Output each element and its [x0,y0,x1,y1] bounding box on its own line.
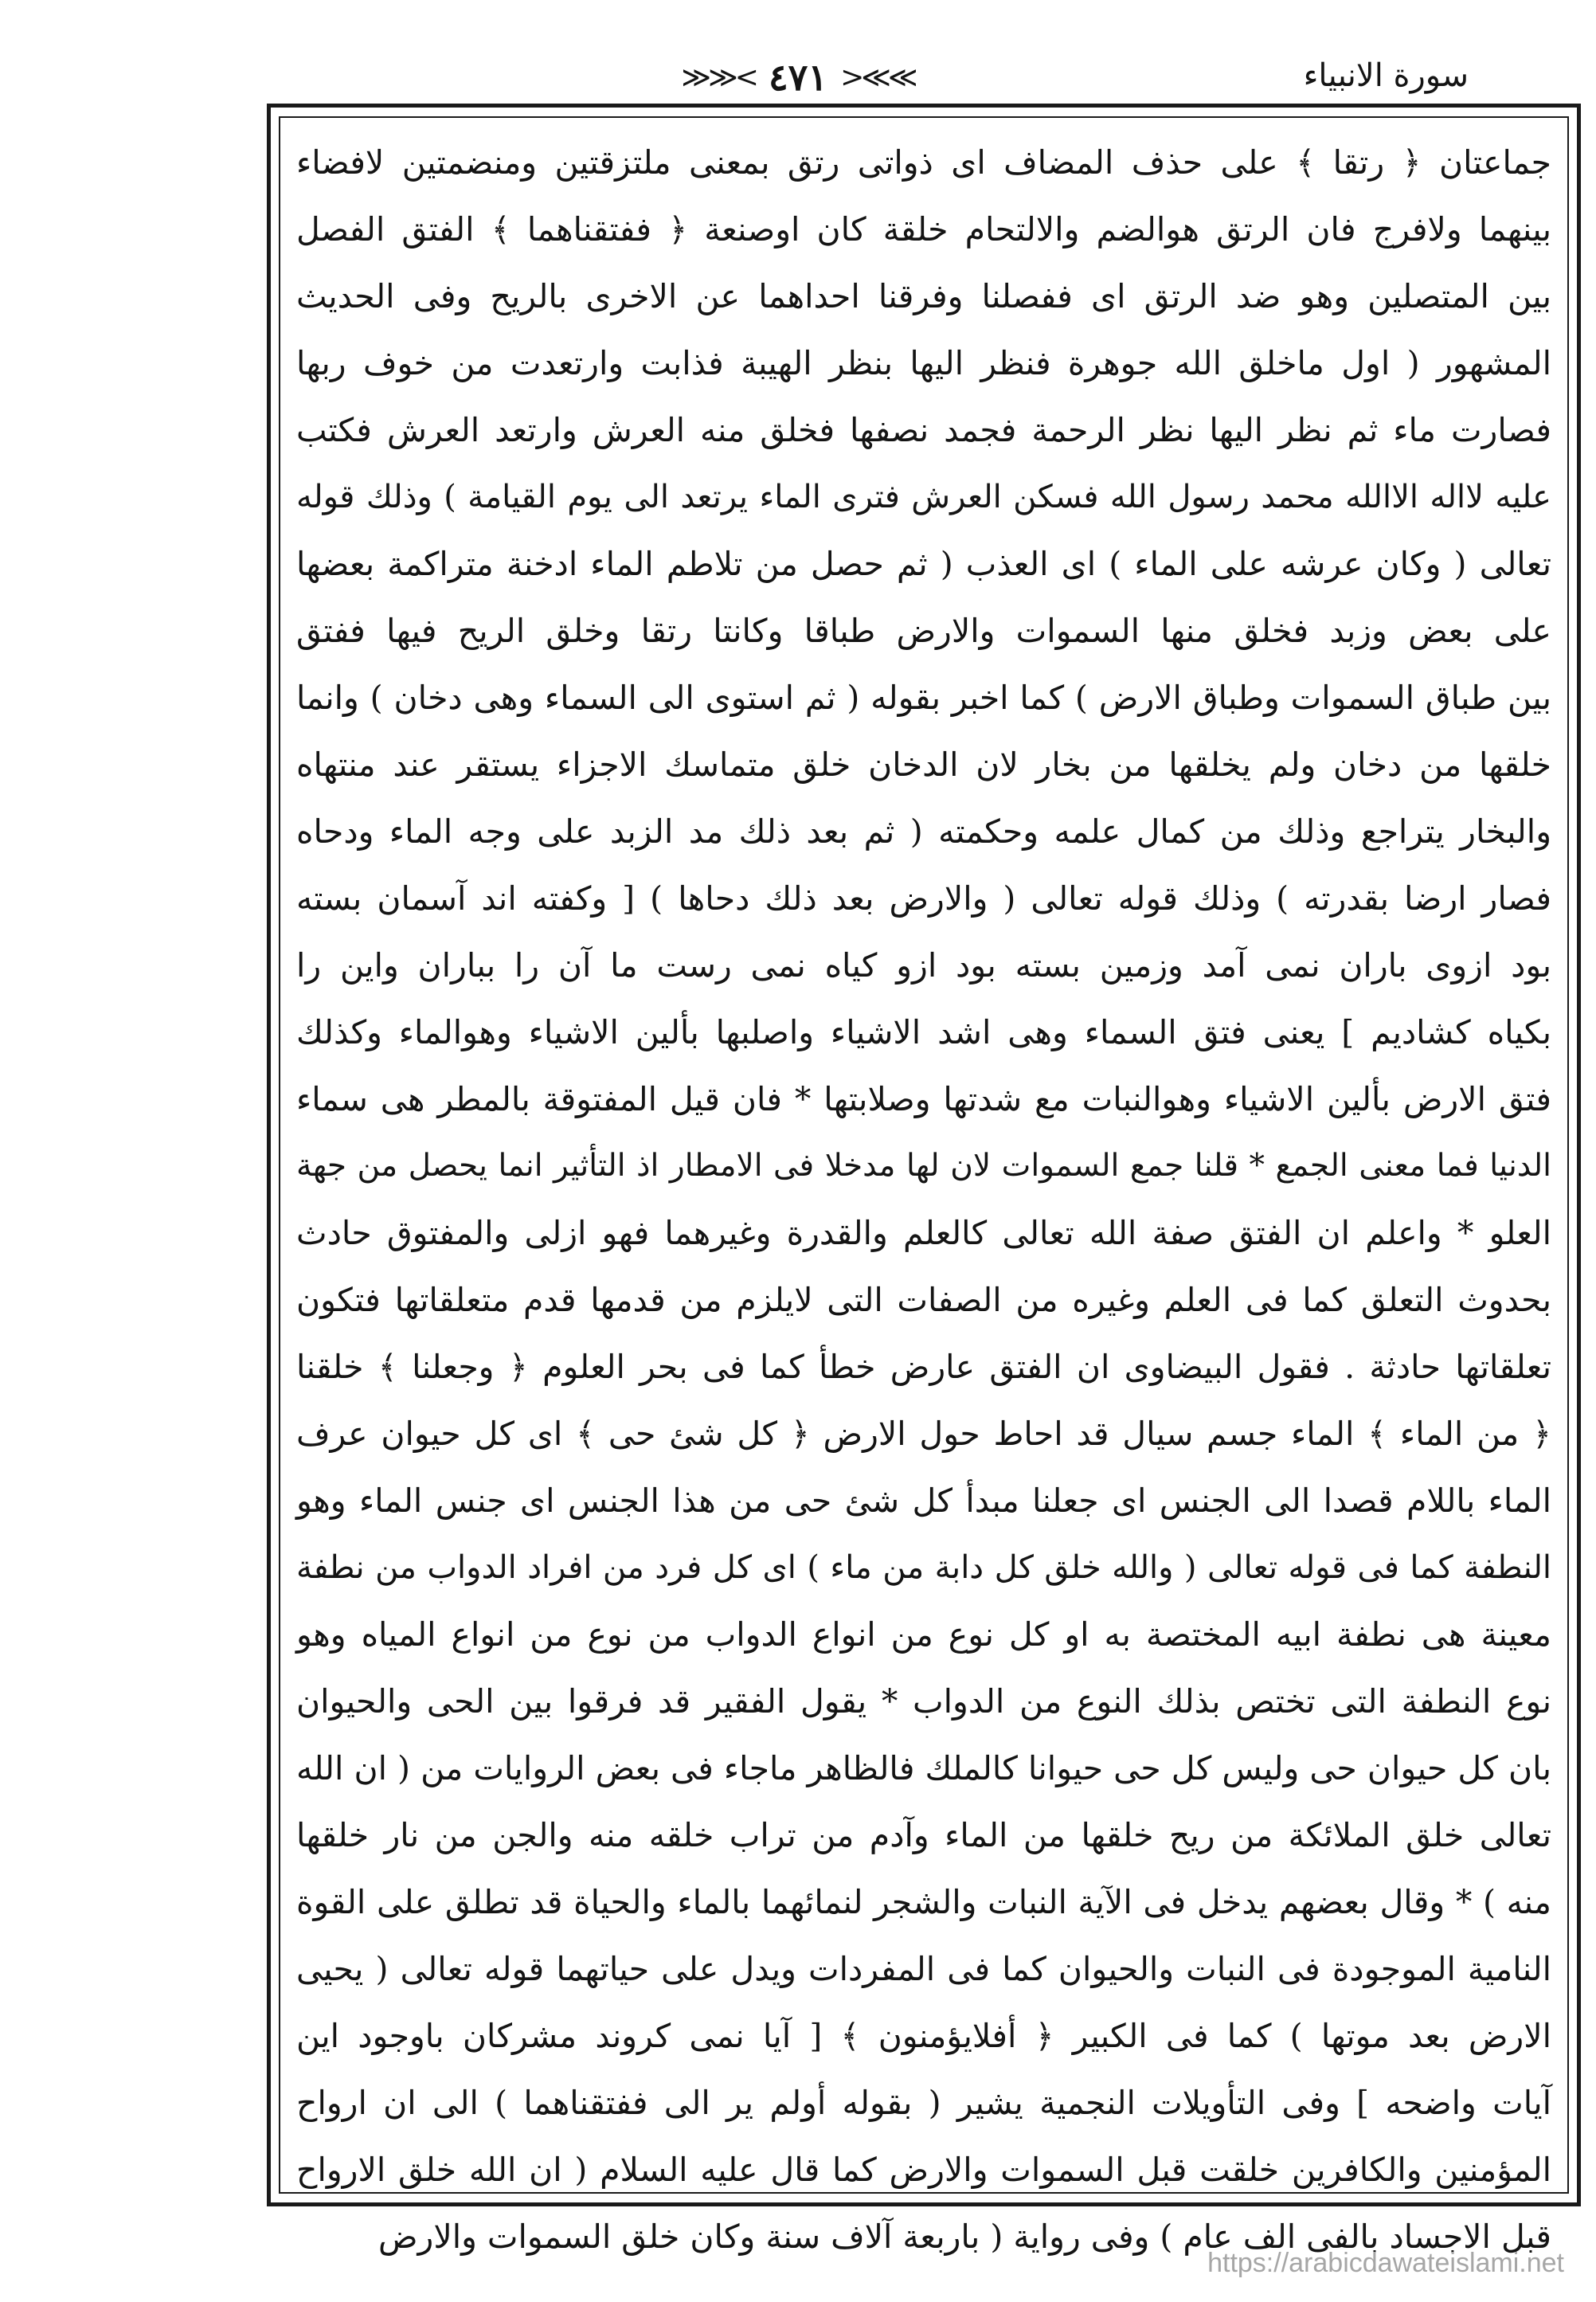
text-line: العلو * واعلم ان الفتق صفة الله تعالى كالعلم والقدرة وغيرهما فهو ازلى والمفتوق حادث [296,1214,1551,1252]
text-line: فتق الارض بألين الاشياء وهوالنبات مع شدتها وصلابتها * فان قيل المفتوقة بالمطر هى سماء [296,1080,1551,1118]
body-text [296,129,1551,2256]
text-line: بين طباق السموات وطباق الارض ) كما اخبر بقوله ( ثم استوى الى السماء وهى دخان ) وانما [296,679,1551,717]
text-line: فصارت ماء ثم نظر اليها نظر الرحمة فجمد نصفها فخلق منه العرش وارتعد العرش فكتب [296,411,1551,449]
text-line: المؤمنين والكافرين خلقت قبل السموات والارض كما قال عليه السلام ( ان الله خلق الارواح [296,2151,1551,2189]
text-line: نوع النطفة التى تختص بذلك النوع من الدواب * يقول الفقير قد فرقوا بين الحى والحيوان [296,1682,1551,1721]
text-line: عليه لااله الاالله محمد رسول الله فسكن العرش فترى الماء يرتعد الى يوم القيامة ) وذلك قوله [296,479,1551,515]
text-line: الارض بعد موتها ) كما فى الكبير ﴿ أفلايؤمنون ﴾ [ آيا نمى كروند مشركان باوجود اين [296,2017,1551,2055]
text-line: على بعض وزبد فخلق منها السموات والارض طباقا وكانتا رتقا وخلق الريح فيها ففتق [296,612,1551,650]
surah-title: سورة الانبياء [1303,57,1469,94]
text-line: بين المتصلين وهو ضد الرتق اى ففصلنا وفرقنا احداهما عن الاخرى بالريح وفى الحديث [296,277,1551,315]
text-line: المشهور ( اول ماخلق الله جوهرة فنظر اليها بنظر الهيبة فذابت وارتعدت من خوف ربها [296,344,1551,382]
ornament-right: >≪≪ [840,61,915,94]
text-line: النامية الموجودة فى النبات والحيوان كما فى المفردات ويدل على حياتهما قوله تعالى ( يحيى [296,1950,1551,1988]
text-line: تعلقاتها حادثة . فقول البيضاوى ان الفتق عارض خطأ كما فى بحر العلوم ﴿ وجعلنا ﴾ خلقنا [296,1348,1551,1386]
text-line: الماء باللام قصدا الى الجنس اى جعلنا مبدأ كل شئ حى من هذا الجنس اى جنس الماء وهو [296,1482,1551,1520]
text-line: فصار ارضا بقدرته ) وذلك قوله تعالى ( والارض بعد ذلك دحاها ) [ وكفته اند آسمان بسته [296,879,1551,918]
page-number: ٤٧١ [768,56,828,99]
ornament-left: ≫≫< [681,61,756,94]
text-line: معينة هى نطفة ابيه المختصة به او كل نوع من انواع الدواب من نوع من انواع المياه وهو [296,1615,1551,1654]
text-line: الدنيا فما معنى الجمع * قلنا جمع السموات لان لها مدخلا فى الامطار اذ التأثير انما يحصل من جهة [296,1148,1551,1184]
text-line: بان كل حيوان حى وليس كل حى حيوانا كالملك فالظاهر ماجاء فى بعض الروايات من ( ان الله [296,1749,1551,1787]
page-number-group [681,56,914,99]
text-line: النطفة كما فى قوله تعالى ( والله خلق كل دابة من ماء ) اى كل فرد من افراد الدواب من نطفة [296,1549,1551,1586]
text-line: والبخار يتراجع وذلك من كمال علمه وحكمته ( ثم بعد ذلك مد الزبد على وجه الماء ودحاه [296,812,1551,851]
text-line: بود ازوى باران نمى آمد وزمين بسته بود ازو كياه نمى رست ما آن را بباران واين را [296,946,1551,985]
text-line: جماعتان ﴿ رتقا ﴾ على حذف المضاف اى ذواتى رتق بمعنى ملتزقتين ومنضمتين لافضاء [296,143,1551,182]
text-line: خلقها من دخان ولم يخلقها من بخار لان الدخان خلق متماسك الاجزاء يستقر عند منتهاه [296,746,1551,784]
watermark-url: https://arabicdawateislami.net [1207,2248,1564,2278]
text-line: قبل الاجساد بالفى الف عام ) وفى رواية ( باربعة آلاف سنة وكان خلق السموات والارض [377,2218,1551,2256]
text-line: بكياه كشاديم ] يعنى فتق السماء وهى اشد الاشياء واصلبها بألين الاشياء وهوالماء وكذلك [296,1013,1551,1051]
text-line: منه ) * وقال بعضهم يدخل فى الآية النبات والشجر لنمائهما بالماء والحياة قد تطلق على القوة [296,1883,1551,1921]
text-line: بينهما ولافرج فان الرتق هوالضم والالتحام خلقة كان اوصنعة ﴿ ففتقناهما ﴾ الفتق الفصل [296,210,1551,249]
text-line: ﴿ من الماء ﴾ الماء جسم سيال قد احاط حول الارض ﴿ كل شئ حى ﴾ اى كل حيوان عرف [296,1415,1551,1453]
text-line: آيات واضحه ] وفى التأويلات النجمية يشير ( بقوله أولم ير الى ففتقناهما ) الى ان ارواح [296,2084,1551,2122]
text-line: تعالى ( وكان عرشه على الماء ) اى العذب ( ثم حصل من تلاطم الماء ادخنة متراكمة بعضها [296,545,1551,583]
text-line: بحدوث التعلق كما فى العلم وغيره من الصفات التى لايلزم من قدمها قدم متعلقاتها فتكون [296,1281,1551,1319]
text-line: تعالى خلق الملائكة من ريح خلقها من الماء وآدم من تراب خلقه منه والجن من نار خلقها [296,1816,1551,1854]
